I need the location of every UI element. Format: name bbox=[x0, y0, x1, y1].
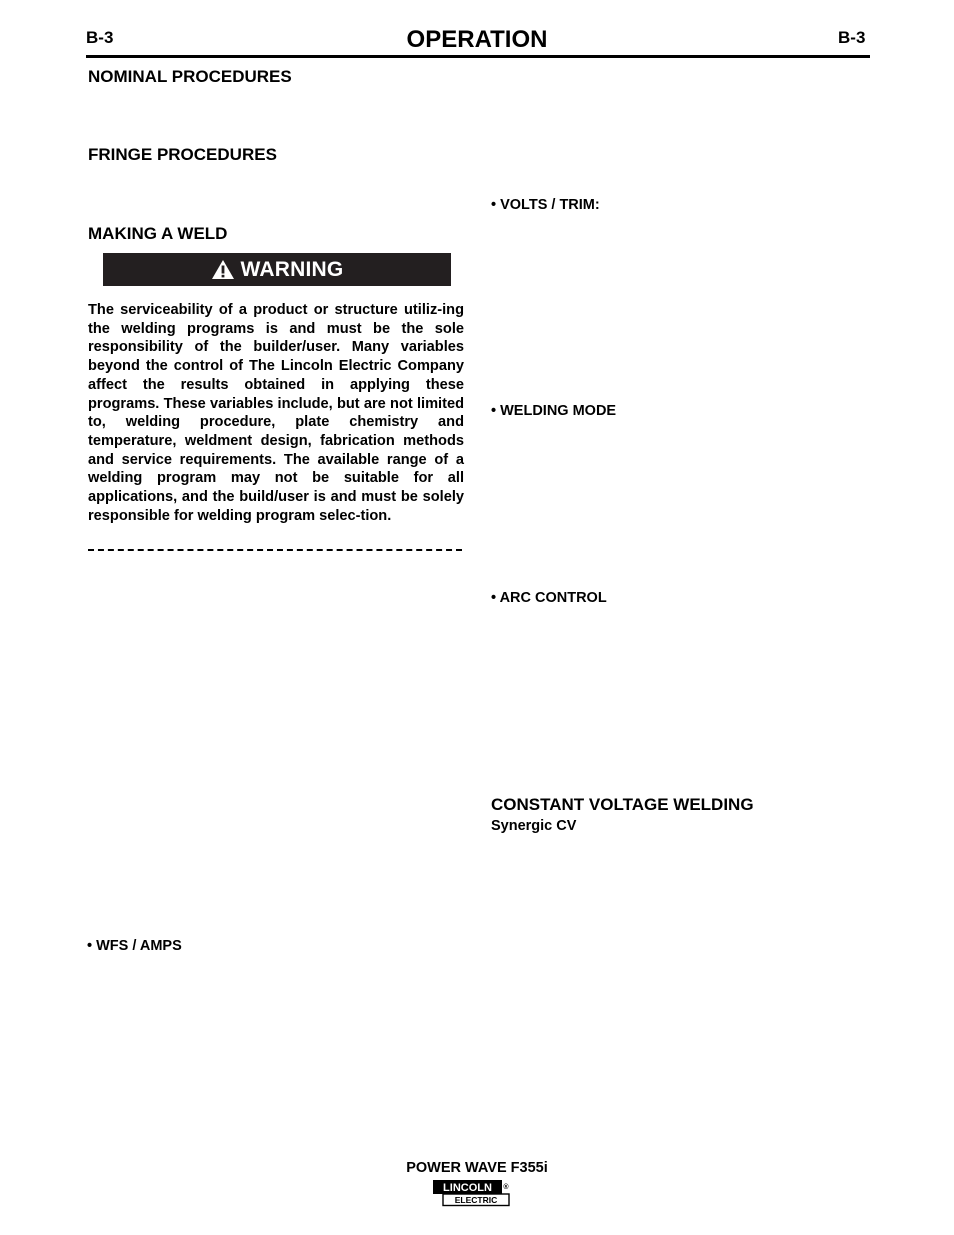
wfs-amps-item: • WFS / AMPS bbox=[87, 938, 182, 954]
dashed-separator bbox=[88, 549, 462, 551]
warning-triangle-icon bbox=[211, 259, 235, 280]
header-rule bbox=[86, 55, 870, 58]
warning-text: The serviceability of a product or structure utiliz-ing the welding programs is and must be the sole responsibility of the builder/user. Many variables beyond the control of The Lincoln Electric Company affect the results obtained in applying these programs. These variables include, but are not limited to, welding procedure, plate chemistry and temperature, weldment design, fabrication methods and service requirements. The available range of a welding program may not be suitable for all applications, and the build/user is and must be solely responsible for welding program selec-tion. bbox=[88, 302, 464, 524]
lincoln-electric-logo bbox=[432, 1179, 512, 1207]
making-a-weld-heading: MAKING A WELD bbox=[88, 224, 228, 243]
fringe-procedures-heading: FRINGE PROCEDURES bbox=[88, 145, 277, 164]
arc-control-item: • ARC CONTROL bbox=[491, 590, 607, 606]
logo-bottom-text: ELECTRIC bbox=[454, 1195, 498, 1206]
page-number-right: B-3 bbox=[838, 28, 866, 47]
synergic-cv-subheading: Synergic CV bbox=[491, 818, 577, 834]
page-title: OPERATION bbox=[406, 26, 548, 53]
volts-trim-item: • VOLTS / TRIM: bbox=[491, 197, 600, 213]
nominal-procedures-heading: NOMINAL PROCEDURES bbox=[88, 67, 292, 86]
warning-banner bbox=[103, 253, 451, 286]
warning-label: WARNING bbox=[240, 257, 344, 281]
page-number-left: B-3 bbox=[86, 28, 114, 47]
logo-registered-mark: ® bbox=[503, 1184, 509, 1191]
logo-top-text: LINCOLN bbox=[443, 1182, 492, 1194]
constant-voltage-welding-heading: CONSTANT VOLTAGE WELDING bbox=[491, 795, 754, 814]
welding-mode-item: • WELDING MODE bbox=[491, 403, 617, 419]
footer-model-name: POWER WAVE F355i bbox=[406, 1160, 548, 1176]
